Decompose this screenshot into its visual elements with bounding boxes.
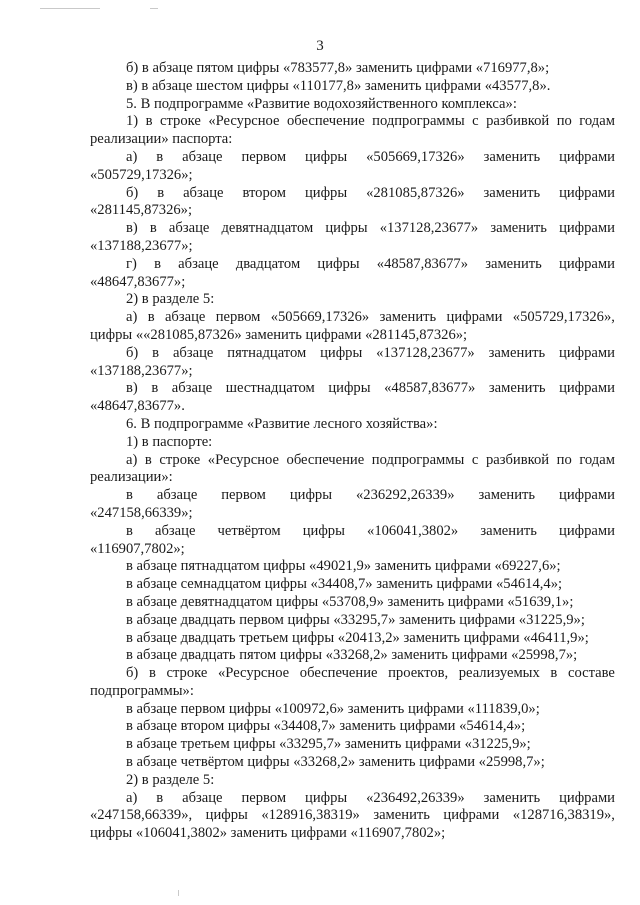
text-line: 6. В подпрограмме «Развитие лесного хозяйства»:: [126, 415, 438, 432]
text-line: а) в абзаце первом «505669,17326» заменить цифрами «505729,17326»,: [126, 309, 615, 326]
scan-artifact-top-right: [150, 8, 158, 9]
text-line: «137188,23677»;: [90, 237, 193, 254]
text-line: «116907,7802»;: [90, 540, 185, 557]
text-line: подпрограммы»:: [90, 682, 194, 699]
text-line: «137188,23677»;: [90, 362, 193, 379]
scan-artifact-bottom: [178, 890, 179, 896]
text-line: в) в абзаце шестнадцатом цифры «48587,83677» заменить цифрами: [126, 380, 615, 397]
text-line: б) в абзаце пятнадцатом цифры «137128,23677» заменить цифрами: [126, 344, 615, 361]
text-line: в абзаце семнадцатом цифры «34408,7» заменить цифрами «54614,4»;: [126, 576, 563, 593]
text-line: цифры «106041,3802» заменить цифрами «116907,7802»;: [90, 825, 446, 842]
text-line: а) в строке «Ресурсное обеспечение подпрограммы с разбивкой по годам: [126, 451, 615, 468]
text-line: в абзаце третьем цифры «33295,7» заменить цифрами «31225,9»;: [126, 736, 531, 753]
text-line: б) в строке «Ресурсное обеспечение проектов, реализуемых в составе: [126, 665, 615, 682]
text-line: в абзаце двадцать первом цифры «33295,7» заменить цифрами «31225,9»;: [126, 611, 585, 628]
text-line: «247158,66339»;: [90, 504, 193, 521]
text-line: 1) в паспорте:: [126, 433, 213, 450]
text-line: «48647,83677».: [90, 398, 185, 415]
text-line: в абзаце двадцать пятом цифры «33268,2» заменить цифрами «25998,7»;: [126, 647, 578, 664]
text-line: в абзаце четвёртом цифры «33268,2» заменить цифрами «25998,7»;: [126, 754, 545, 771]
text-line: «505729,17326»;: [90, 166, 193, 183]
text-line: в) в абзаце шестом цифры «110177,8» заменить цифрами «43577,8».: [126, 77, 551, 94]
text-line: в абзаце четвёртом цифры «106041,3802» заменить цифрами: [126, 522, 615, 539]
document-body: [90, 60, 615, 843]
text-line: в абзаце первом цифры «100972,6» заменить цифрами «111839,0»;: [126, 700, 540, 717]
text-line: цифры ««281085,87326» заменить цифрами «281145,87326»;: [90, 326, 468, 343]
text-line: в абзаце девятнадцатом цифры «53708,9» заменить цифрами «51639,1»;: [126, 593, 574, 610]
text-line: а) в абзаце первом цифры «505669,17326» заменить цифрами: [126, 148, 615, 165]
text-line: в абзаце втором цифры «34408,7» заменить цифрами «54614,4»;: [126, 718, 526, 735]
text-line: 5. В подпрограмме «Развитие водохозяйственного комплекса»:: [126, 95, 517, 112]
text-line: реализации»:: [90, 469, 173, 486]
text-line: г) в абзаце двадцатом цифры «48587,83677» заменить цифрами: [126, 255, 615, 272]
text-line: 2) в разделе 5:: [126, 771, 215, 788]
page-number: 3: [316, 38, 324, 54]
text-line: в абзаце двадцать третьем цифры «20413,2» заменить цифрами «46411,9»;: [126, 629, 589, 646]
scan-artifact-top: [40, 8, 100, 9]
text-line: реализации» паспорта:: [90, 131, 233, 148]
text-line: 1) в строке «Ресурсное обеспечение подпрограммы с разбивкой по годам: [126, 113, 615, 130]
text-line: а) в абзаце первом цифры «236492,26339» заменить цифрами: [126, 789, 615, 806]
text-line: б) в абзаце пятом цифры «783577,8» заменить цифрами «716977,8»;: [126, 60, 550, 76]
text-line: 2) в разделе 5:: [126, 291, 215, 308]
text-line: «247158,66339», цифры «128916,38319» заменить цифрами «128716,38319»,: [90, 807, 615, 824]
text-line: «48647,83677»;: [90, 273, 186, 290]
text-line: в абзаце пятнадцатом цифры «49021,9» заменить цифрами «69227,6»;: [126, 558, 561, 575]
text-line: «281145,87326»;: [90, 202, 193, 219]
text-line: б) в абзаце втором цифры «281085,87326» заменить цифрами: [126, 184, 615, 201]
text-line: в) в абзаце девятнадцатом цифры «137128,23677» заменить цифрами: [126, 220, 615, 237]
text-line: в абзаце первом цифры «236292,26339» заменить цифрами: [126, 487, 615, 504]
